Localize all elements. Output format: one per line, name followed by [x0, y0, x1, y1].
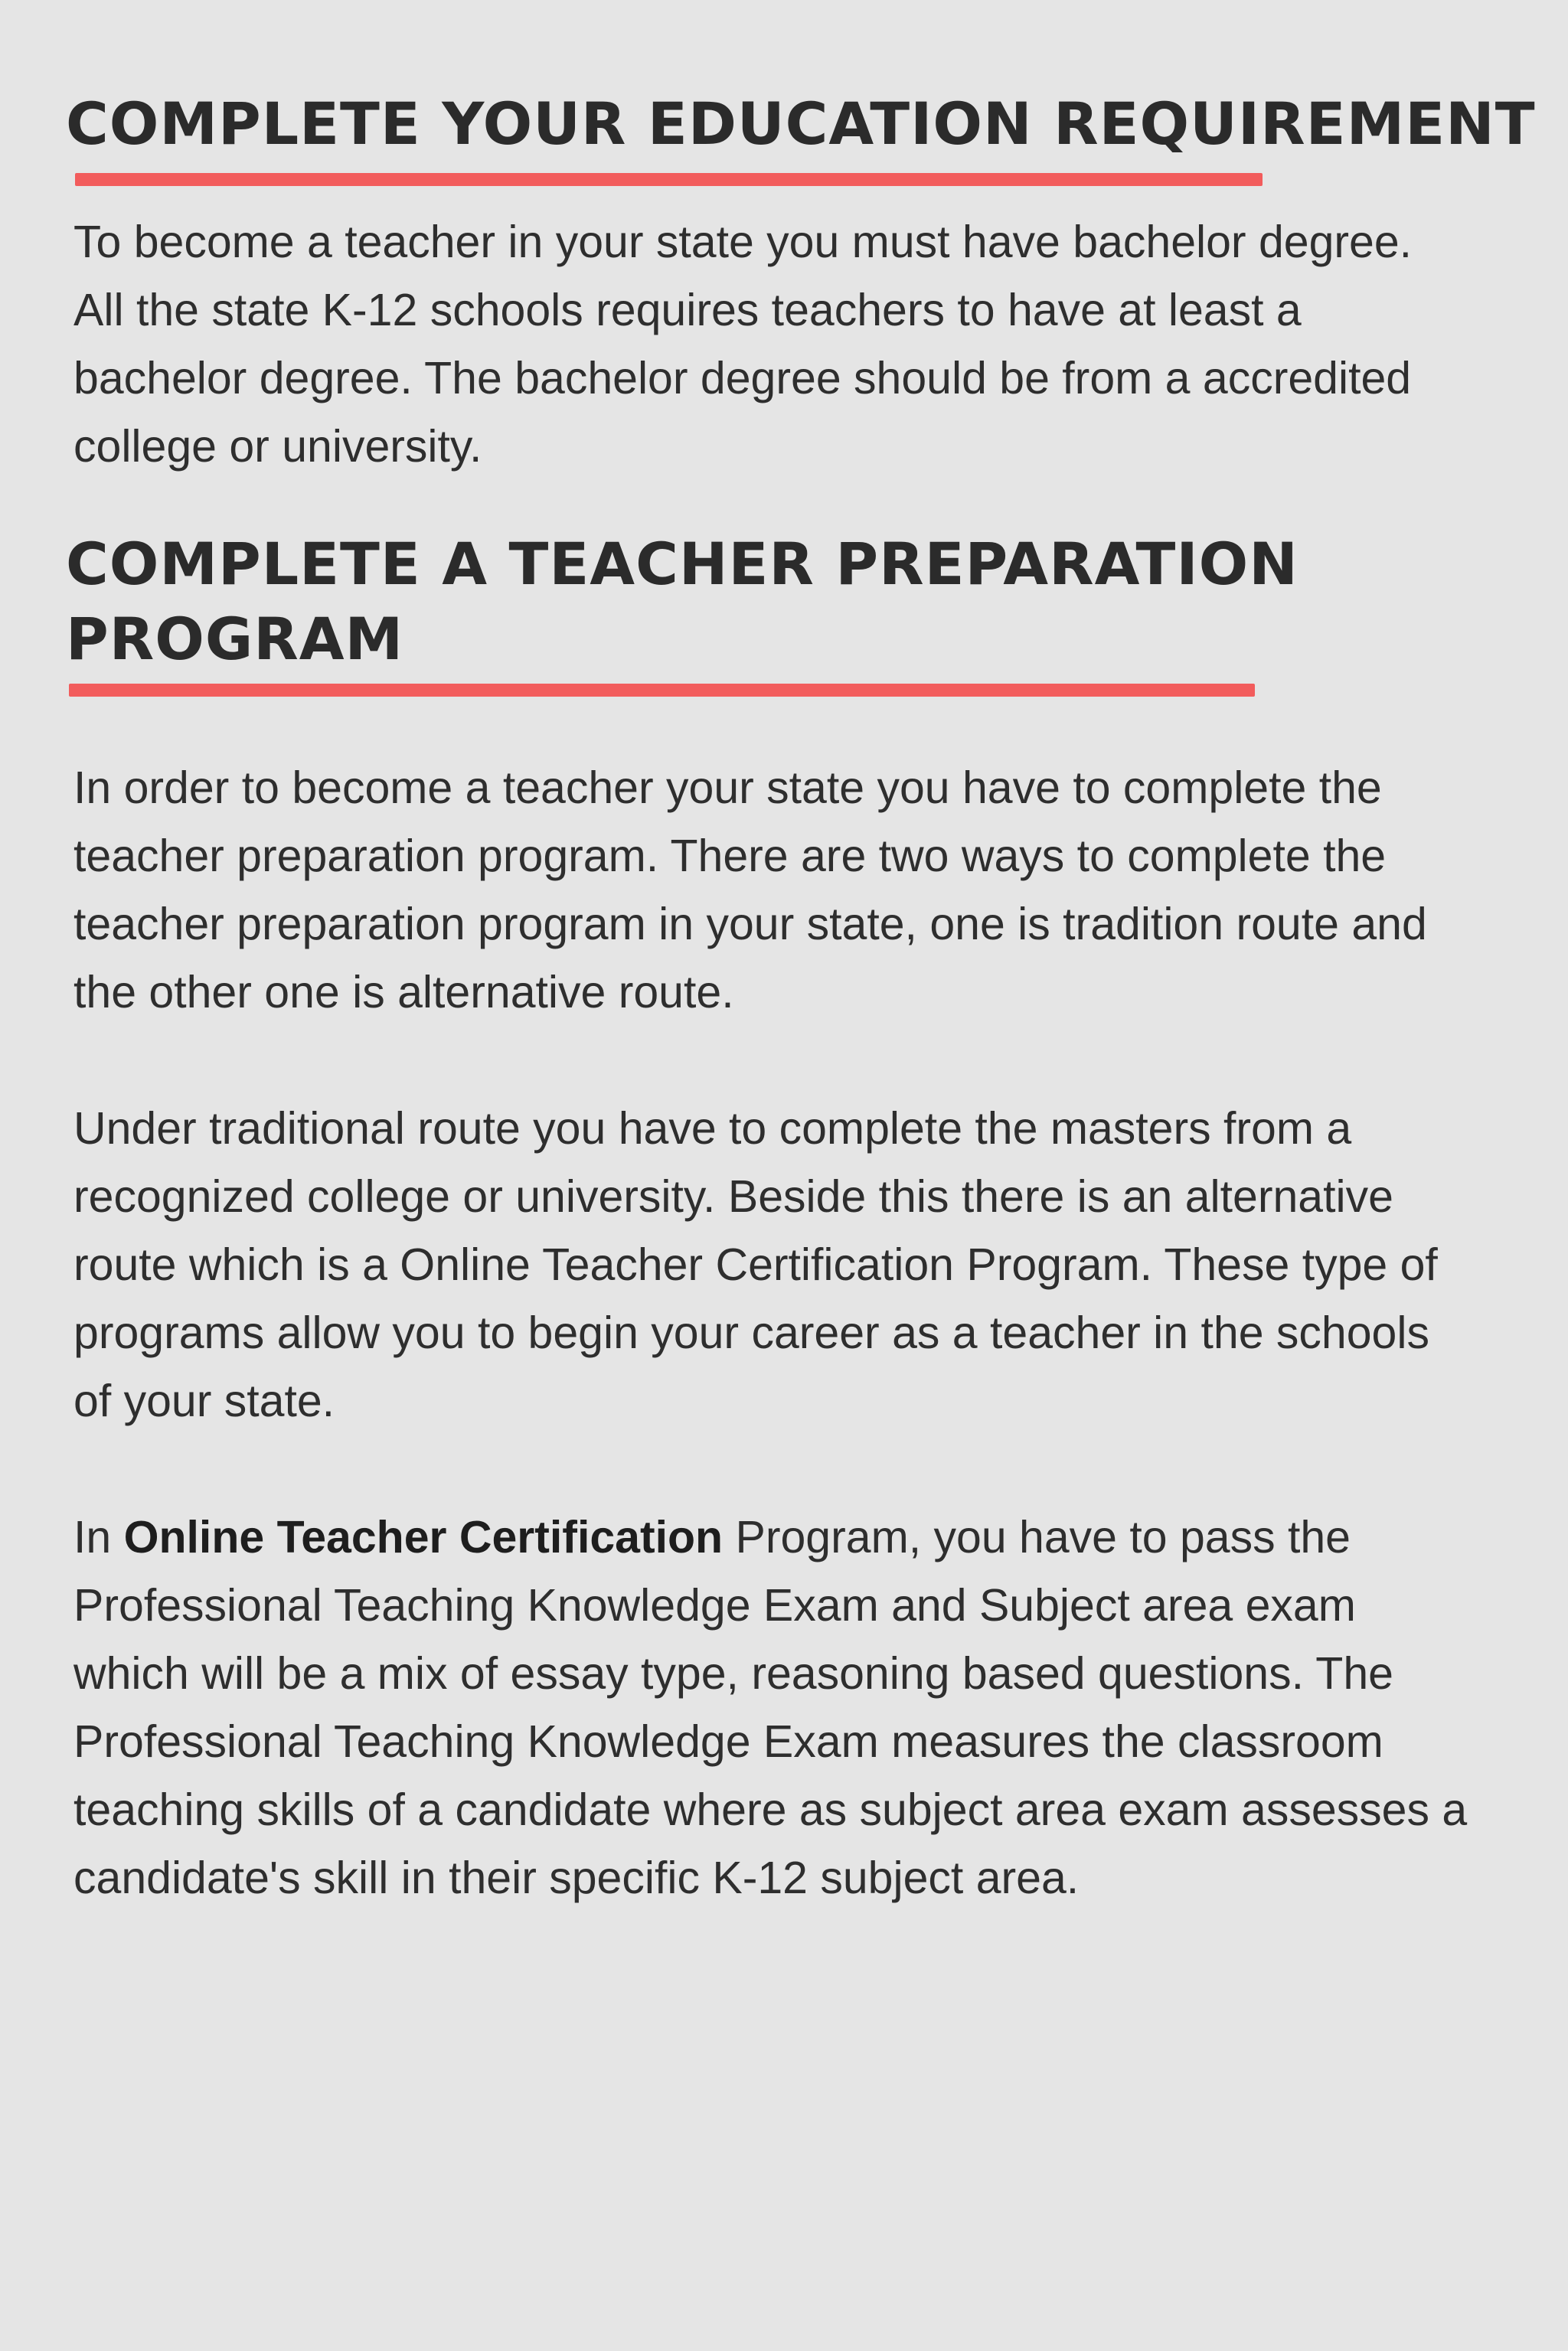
section-heading-teacher-preparation — [66, 527, 1298, 677]
paragraph-line: of your state. — [74, 1376, 335, 1426]
paragraph-line: Under traditional route you have to complete the masters from a — [74, 1103, 1352, 1154]
paragraph-line: teacher preparation program. There are two ways to complete the — [74, 831, 1387, 881]
section-heading-education-requirement: COMPLETE YOUR EDUCATION REQUIREMENT — [66, 90, 1536, 158]
bold-term: Online Teacher Certification — [123, 1512, 724, 1562]
paragraph-line: candidate's skill in their specific K-12 subject area. — [74, 1853, 1080, 1903]
paragraph-line: To become a teacher in your state you must have bachelor degree. — [74, 217, 1413, 267]
teacher-preparation-paragraph-2 — [74, 1095, 1438, 1435]
paragraph-line: Professional Teaching Knowledge Exam measures the classroom — [74, 1716, 1383, 1767]
paragraph-line: route which is a Online Teacher Certification Program. These type of — [74, 1239, 1438, 1290]
paragraph-line: All the state K-12 schools requires teachers to have at least a — [74, 285, 1302, 335]
teacher-preparation-paragraph-3 — [74, 1504, 1467, 1912]
paragraph-line: In order to become a teacher your state you have to complete the — [74, 762, 1382, 813]
paragraph-lead-text: In — [74, 1512, 124, 1562]
paragraph-rest-text: Program, you have to pass the — [723, 1512, 1351, 1562]
education-requirement-paragraph — [74, 208, 1412, 481]
heading-underline-1 — [75, 173, 1263, 186]
heading-line: COMPLETE A TEACHER PREPARATION — [66, 530, 1298, 598]
paragraph-line: college or university. — [74, 421, 482, 472]
paragraph-line: recognized college or university. Beside this there is an alternative — [74, 1171, 1393, 1222]
teacher-preparation-paragraph-1 — [74, 754, 1427, 1027]
heading-line: PROGRAM — [66, 605, 404, 673]
paragraph-line: which will be a mix of essay type, reasoning based questions. The — [74, 1648, 1393, 1699]
paragraph-line: teacher preparation program in your state, one is tradition route and — [74, 899, 1427, 949]
paragraph-line: bachelor degree. The bachelor degree should be from a accredited — [74, 353, 1412, 403]
paragraph-line: teaching skills of a candidate where as subject area exam assesses a — [74, 1784, 1468, 1835]
paragraph-line: Professional Teaching Knowledge Exam and Subject area exam — [74, 1580, 1356, 1631]
paragraph-line — [74, 1504, 1467, 1572]
paragraph-line: programs allow you to begin your career as a teacher in the schools — [74, 1308, 1429, 1358]
heading-underline-2 — [69, 684, 1255, 697]
paragraph-line: the other one is alternative route. — [74, 967, 734, 1017]
